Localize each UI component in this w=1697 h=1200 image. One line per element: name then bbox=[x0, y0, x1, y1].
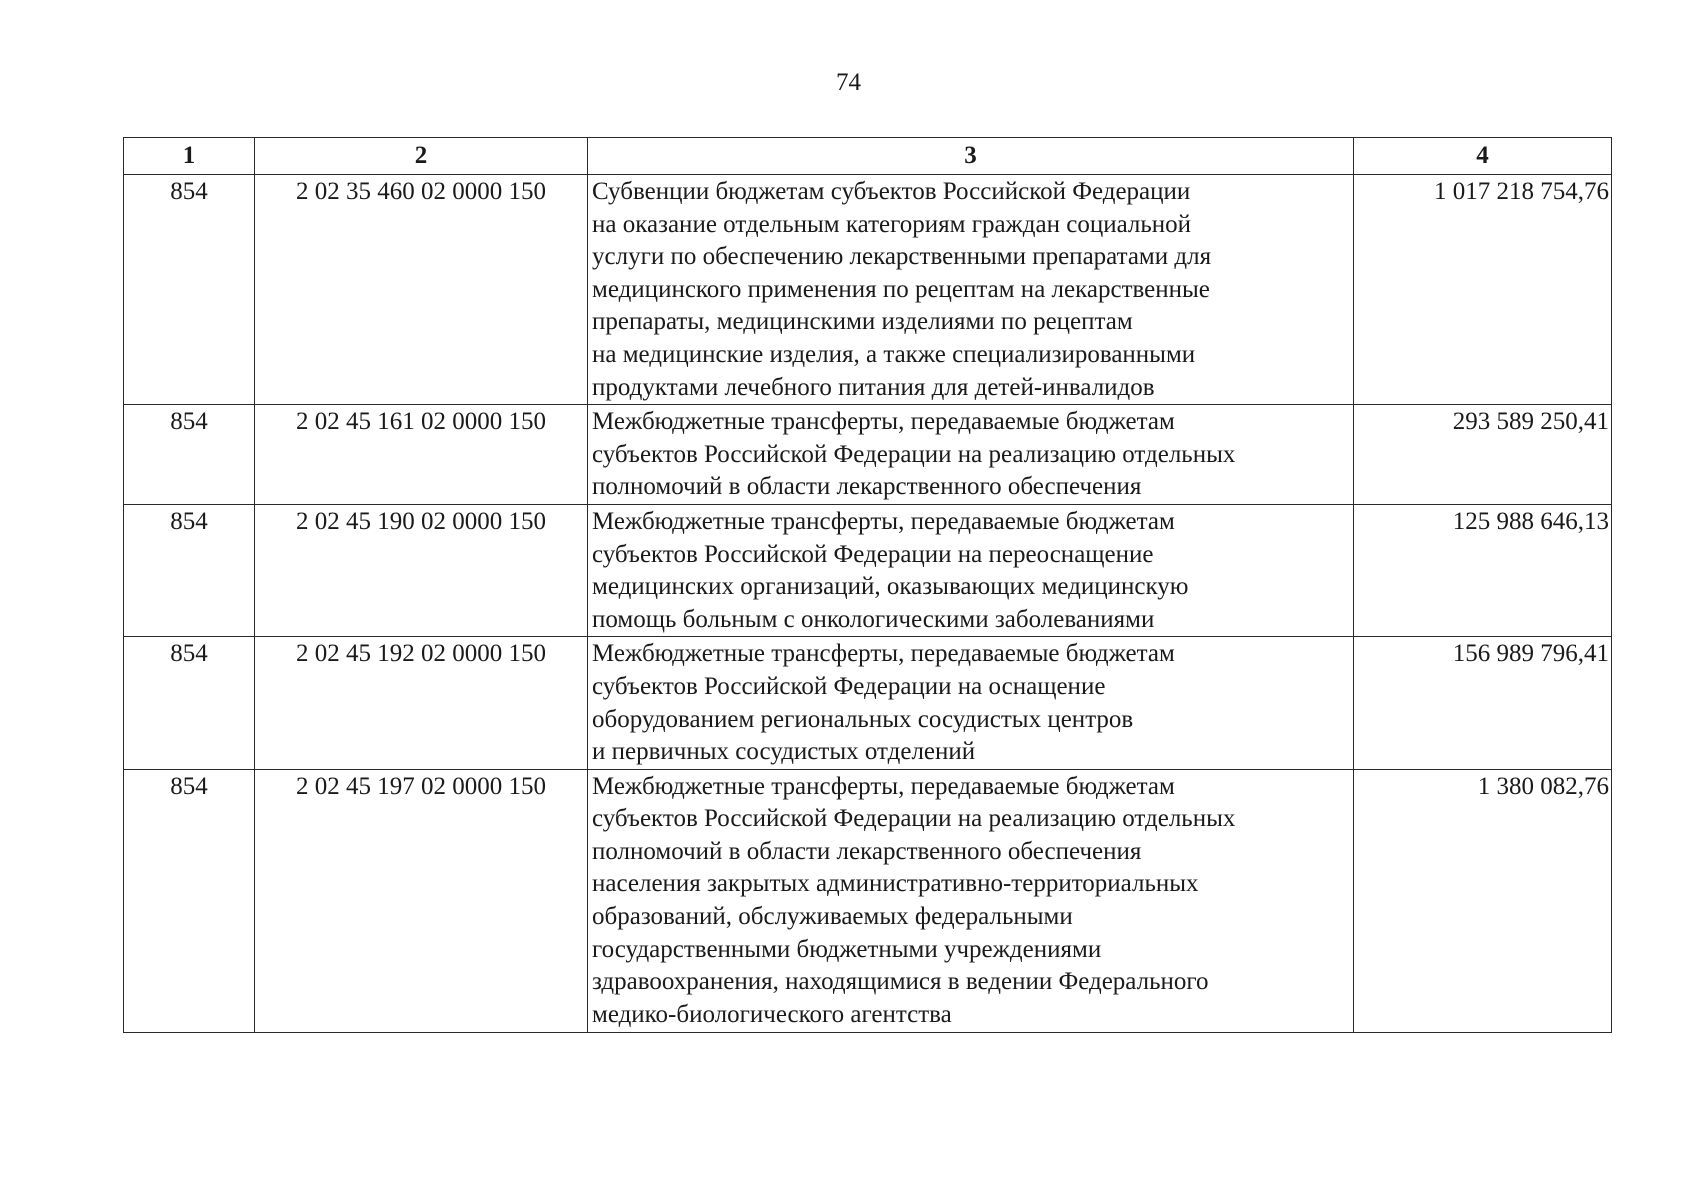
table-row bbox=[124, 405, 1612, 505]
amount-cell: 156 989 796,41 bbox=[1354, 637, 1612, 769]
column-header-1: 1 bbox=[124, 138, 255, 175]
column-header-3: 3 bbox=[588, 138, 1354, 175]
page-number: 74 bbox=[836, 69, 861, 96]
admin-code-cell: 854 bbox=[124, 175, 255, 405]
table-row bbox=[124, 504, 1612, 636]
description-cell: Межбюджетные трансферты, передаваемые бюджетам субъектов Российской Федерации на реализацию отдельных полномочий в области лекарственного обеспечения населения закрытых административно-территориальных образований, обслуживаемых федеральными государственными бюджетными учреждениями здравоохранения, находящимися в ведении Федерального медико-биологического агентства bbox=[588, 769, 1354, 1032]
budget-table bbox=[123, 137, 1612, 1033]
budget-table-container bbox=[123, 137, 1611, 1033]
amount-cell: 1 380 082,76 bbox=[1354, 769, 1612, 1032]
table-row bbox=[124, 637, 1612, 769]
amount-cell: 1 017 218 754,76 bbox=[1354, 175, 1612, 405]
description-cell: Межбюджетные трансферты, передаваемые бюджетам субъектов Российской Федерации на переоснащение медицинских организаций, оказывающих медицинскую помощь больным с онкологическими заболеваниями bbox=[588, 504, 1354, 636]
table-row bbox=[124, 769, 1612, 1032]
budget-code-cell: 2 02 45 190 02 0000 150 bbox=[255, 504, 588, 636]
admin-code-cell: 854 bbox=[124, 637, 255, 769]
amount-cell: 125 988 646,13 bbox=[1354, 504, 1612, 636]
budget-code-cell: 2 02 45 161 02 0000 150 bbox=[255, 405, 588, 505]
amount-cell: 293 589 250,41 bbox=[1354, 405, 1612, 505]
budget-code-cell: 2 02 35 460 02 0000 150 bbox=[255, 175, 588, 405]
budget-code-cell: 2 02 45 197 02 0000 150 bbox=[255, 769, 588, 1032]
table-header-row bbox=[124, 138, 1612, 175]
description-cell: Межбюджетные трансферты, передаваемые бюджетам субъектов Российской Федерации на реализацию отдельных полномочий в области лекарственного обеспечения bbox=[588, 405, 1354, 505]
description-cell: Межбюджетные трансферты, передаваемые бюджетам субъектов Российской Федерации на оснащение оборудованием региональных сосудистых центров и первичных сосудистых отделений bbox=[588, 637, 1354, 769]
description-cell: Субвенции бюджетам субъектов Российской Федерации на оказание отдельным категориям граждан социальной услуги по обеспечению лекарственными препаратами для медицинского применения по рецептам на лекарственные препараты, медицинскими изделиями по рецептам на медицинские изделия, а также специализированными продуктами лечебного питания для детей-инвалидов bbox=[588, 175, 1354, 405]
column-header-4: 4 bbox=[1354, 138, 1612, 175]
column-header-2: 2 bbox=[255, 138, 588, 175]
admin-code-cell: 854 bbox=[124, 405, 255, 505]
table-row bbox=[124, 175, 1612, 405]
budget-code-cell: 2 02 45 192 02 0000 150 bbox=[255, 637, 588, 769]
admin-code-cell: 854 bbox=[124, 504, 255, 636]
admin-code-cell: 854 bbox=[124, 769, 255, 1032]
